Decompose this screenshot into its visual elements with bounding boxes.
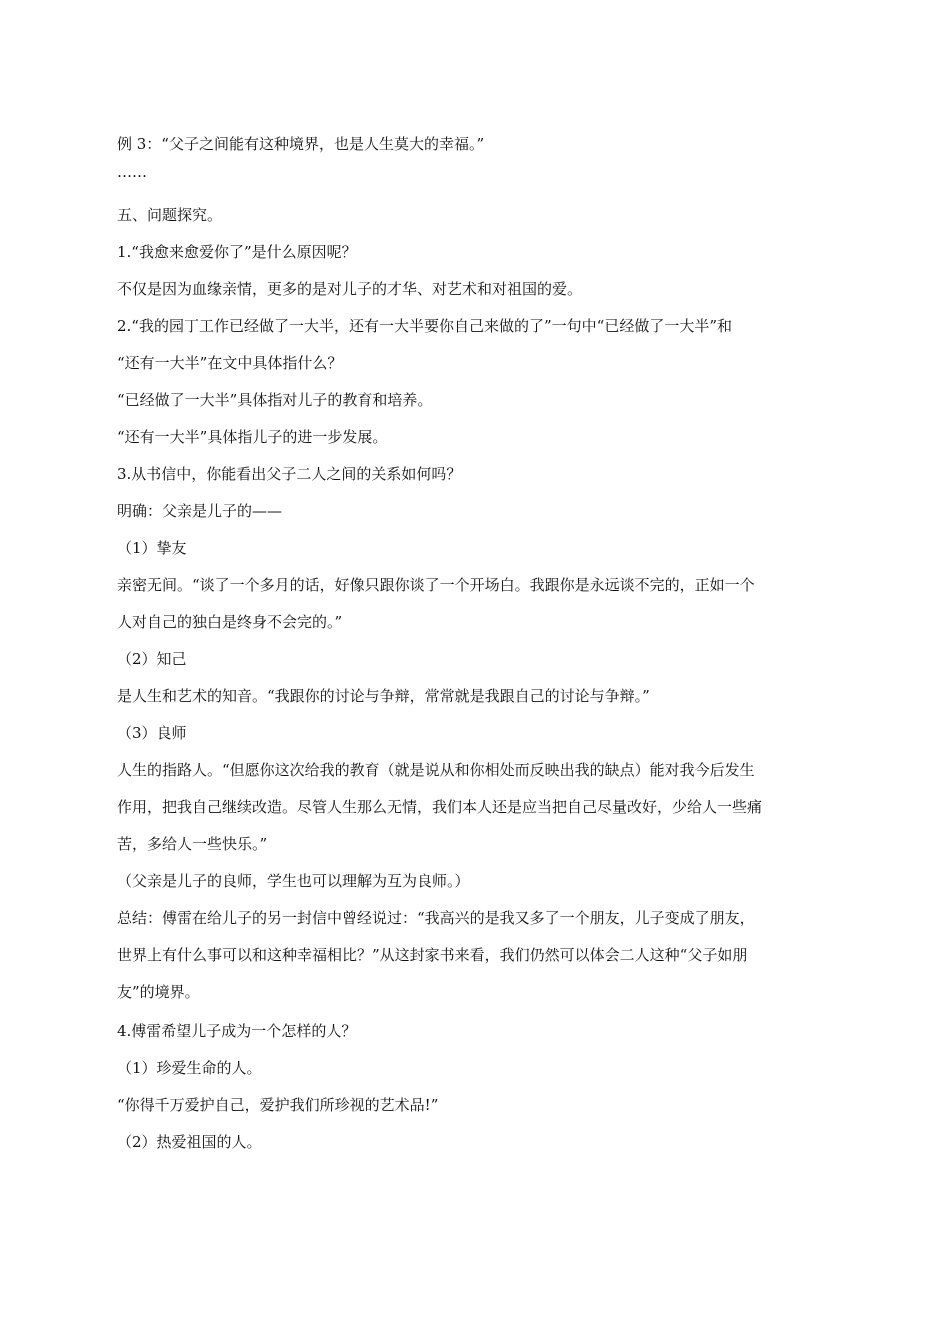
item-2-text: 是人生和艺术的知音。“我跟你的讨论与争辩，常常就是我跟自己的讨论与争辩。” — [117, 687, 650, 705]
example-3-line: 例 3：“父子之间能有这种境界，也是人生莫大的幸福。” — [117, 135, 485, 153]
item-1-text-continued: 人对自己的独白是终身不会完的。” — [117, 613, 343, 631]
item-3-text-continued-1: 作用，把我自己继续改造。尽管人生那么无情，我们本人还是应当把自己尽量改好，少给人一些痛 — [117, 798, 763, 816]
summary-text-continued-1: 世界上有什么事可以和这种幸福相比？”从这封家书来看，我们仍然可以体会二人这种“父子如朋 — [117, 946, 748, 964]
question-1: 1.“我愈来愈爱你了”是什么原因呢？ — [117, 243, 357, 261]
item-3-note: （父亲是儿子的良师，学生也可以理解为互为良师。） — [117, 872, 470, 890]
question-2: 2.“我的园丁工作已经做了一大半，还有一大半要你自己来做的了”一句中“已经做了一大半”和 — [117, 317, 732, 335]
item-3-text: 人生的指路人。“但愿你这次给我的教育（就是说从和你相处而反映出我的缺点）能对我今后发生 — [117, 761, 755, 779]
summary-text-continued-2: 友”的境界。 — [117, 983, 200, 1001]
answer-2b: “还有一大半”具体指儿子的进一步发展。 — [117, 428, 388, 446]
answer-1: 不仅是因为血缘亲情，更多的是对儿子的才华、对艺术和对祖国的爱。 — [117, 280, 583, 298]
answer-4-item-1: （1）珍爱生命的人。 — [117, 1059, 262, 1077]
item-2-title: （2）知己 — [117, 650, 187, 668]
item-1-title: （1）挚友 — [117, 539, 187, 557]
question-4: 4.傅雷希望儿子成为一个怎样的人？ — [117, 1022, 357, 1040]
question-3: 3.从书信中，你能看出父子二人之间的关系如何吗？ — [117, 465, 462, 483]
item-3-text-continued-2: 苦，多给人一些快乐。” — [117, 835, 268, 853]
answer-3-intro: 明确：父亲是儿子的—— — [117, 502, 283, 520]
item-1-text: 亲密无间。“谈了一个多月的话，好像只跟你谈了一个开场白。我跟你是永远谈不完的，正如一个 — [117, 576, 755, 594]
answer-2a: “已经做了一大半”具体指对儿子的教育和培养。 — [117, 391, 433, 409]
answer-4-item-2: （2）热爱祖国的人。 — [117, 1133, 262, 1151]
answer-4-quote: “你得千万爱护自己，爱护我们所珍视的艺术品!” — [117, 1096, 439, 1114]
question-2-continued: “还有一大半”在文中具体指什么？ — [117, 354, 343, 372]
item-3-title: （3）良师 — [117, 724, 187, 742]
section-heading: 五、问题探究。 — [117, 206, 223, 224]
summary-text: 总结：傅雷在给儿子的另一封信中曾经说过：“我高兴的是我又多了一个朋友，儿子变成了朋友， — [117, 909, 755, 927]
ellipsis-line: …… — [117, 163, 147, 181]
